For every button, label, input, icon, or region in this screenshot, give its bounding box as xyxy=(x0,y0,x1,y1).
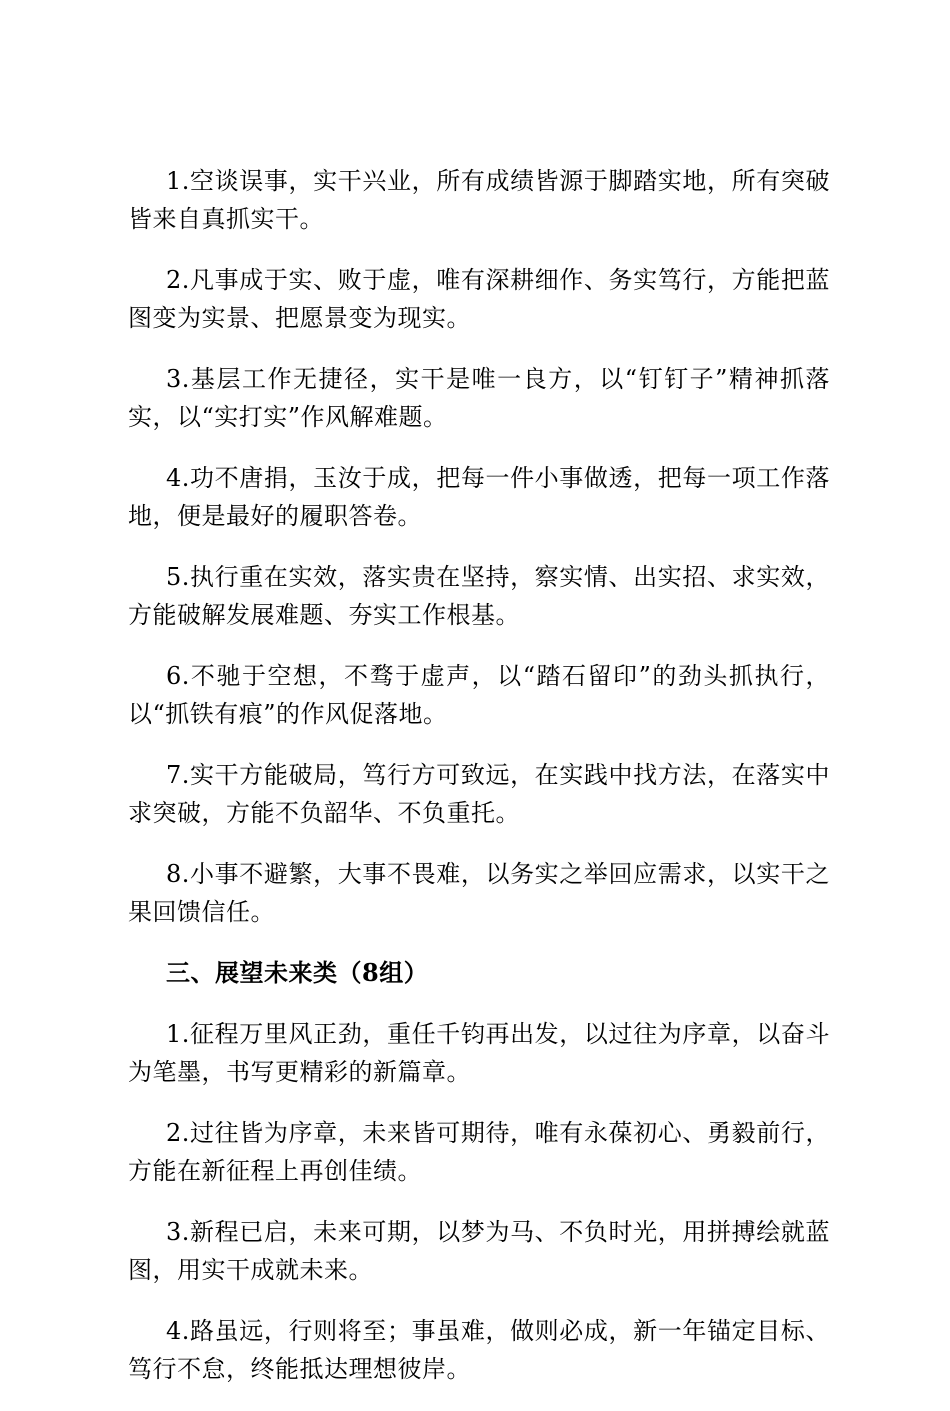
paragraph: 6.不驰于空想，不骛于虚声，以“踏石留印”的劲头抓执行，以“抓铁有痕”的作风促落地。 xyxy=(128,662,830,728)
paragraph: 1.空谈误事，实干兴业，所有成绩皆源于脚踏实地，所有突破皆来自真抓实干。 xyxy=(128,167,830,233)
paragraph: 4.功不唐捐，玉汝于成，把每一件小事做透，把每一项工作落地，便是最好的履职答卷。 xyxy=(128,464,830,530)
paragraph: 2.凡事成于实、败于虚，唯有深耕细作、务实笃行，方能把蓝图变为实景、把愿景变为现实。 xyxy=(128,266,830,332)
paragraph: 7.实干方能破局，笃行方可致远，在实践中找方法，在落实中求突破，方能不负韶华、不负重托。 xyxy=(128,761,830,827)
section-heading: 三、展望未来类（8组） xyxy=(166,958,429,987)
paragraph: 5.执行重在实效，落实贵在坚持，察实情、出实招、求实效，方能破解发展难题、夯实工作根基。 xyxy=(128,563,830,629)
paragraph: 8.小事不避繁，大事不畏难，以务实之举回应需求，以实干之果回馈信任。 xyxy=(128,860,830,926)
paragraph: 1.征程万里风正劲，重任千钧再出发，以过往为序章，以奋斗为笔墨，书写更精彩的新篇章。 xyxy=(128,1020,830,1086)
paragraph: 4.路虽远，行则将至；事虽难，做则必成，新一年锚定目标、笃行不怠，终能抵达理想彼岸。 xyxy=(128,1317,830,1383)
paragraph: 2.过往皆为序章，未来皆可期待，唯有永葆初心、勇毅前行，方能在新征程上再创佳绩。 xyxy=(128,1119,830,1185)
document-body xyxy=(128,162,830,1411)
paragraph: 3.基层工作无捷径，实干是唯一良方，以“钉钉子”精神抓落实，以“实打实”作风解难题。 xyxy=(128,365,830,431)
paragraph: 3.新程已启，未来可期，以梦为马、不负时光，用拼搏绘就蓝图，用实干成就未来。 xyxy=(128,1218,830,1284)
